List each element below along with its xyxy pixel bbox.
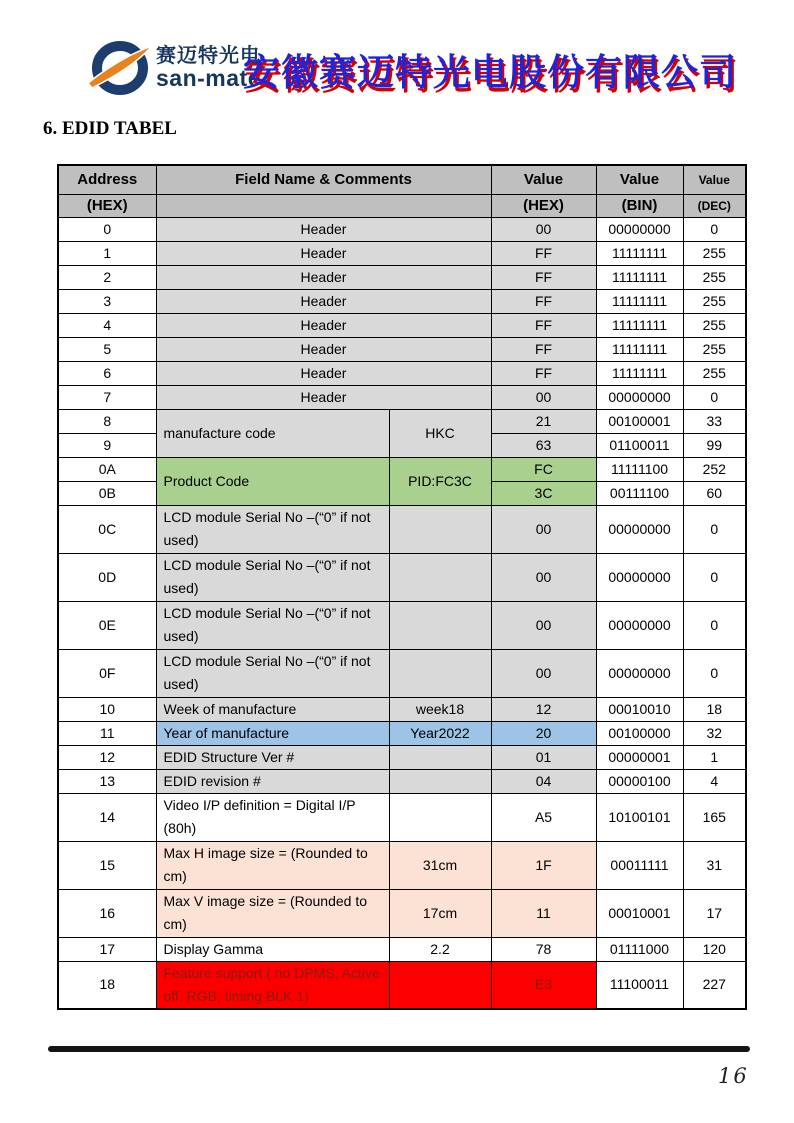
dec-value-cell: 255: [683, 241, 746, 265]
dec-value-cell: 120: [683, 937, 746, 961]
bin-value-cell: 00010010: [596, 697, 683, 721]
hex-value-cell: FF: [491, 289, 596, 313]
address-cell: 0C: [58, 505, 156, 553]
field-name-cell: LCD module Serial No –(“0” if not used): [156, 505, 389, 553]
hex-value-cell: 12: [491, 697, 596, 721]
bin-value-cell: 00000000: [596, 649, 683, 697]
edid-table: [57, 164, 747, 1010]
field-name-cell: Header: [156, 385, 491, 409]
dec-value-cell: 33: [683, 409, 746, 433]
sub-value-cell: 17cm: [389, 889, 491, 937]
address-cell: 9: [58, 433, 156, 457]
table-row: [58, 337, 746, 361]
section-title: 6. EDID TABEL: [43, 118, 177, 139]
col-subheader-field: [156, 194, 491, 217]
bin-value-cell: 00000000: [596, 553, 683, 601]
table-row: [58, 841, 746, 889]
bin-value-cell: 00000000: [596, 505, 683, 553]
header-row-2: [58, 194, 746, 217]
table-row: [58, 505, 746, 553]
field-name-cell: Header: [156, 361, 491, 385]
table-row: [58, 649, 746, 697]
table-row: [58, 409, 746, 433]
sub-value-cell: [389, 601, 491, 649]
hex-value-cell: 00: [491, 649, 596, 697]
address-cell: 18: [58, 961, 156, 1009]
bin-value-cell: 11111111: [596, 361, 683, 385]
bin-value-cell: 00000100: [596, 769, 683, 793]
hex-value-cell: 21: [491, 409, 596, 433]
table-body: [58, 217, 746, 1009]
hex-value-cell: FF: [491, 361, 596, 385]
sub-value-cell: 31cm: [389, 841, 491, 889]
col-header-hex: Value: [491, 165, 596, 194]
sub-value-cell: [389, 793, 491, 841]
field-name-cell: Feature support ( no DPMS, Active off, RGB, timing BLK 1): [156, 961, 389, 1009]
table-row: [58, 457, 746, 481]
dec-value-cell: 0: [683, 217, 746, 241]
address-cell: 6: [58, 361, 156, 385]
company-title: 安徽赛迈特光电股份有限公司: [243, 52, 737, 93]
hex-value-cell: FF: [491, 337, 596, 361]
sub-value-cell: [389, 745, 491, 769]
address-cell: 10: [58, 697, 156, 721]
col-subheader-dec: (DEC): [683, 194, 746, 217]
page-number: 16: [718, 1064, 749, 1088]
hex-value-cell: 63: [491, 433, 596, 457]
hex-value-cell: FF: [491, 313, 596, 337]
edid-table-grid: [57, 164, 747, 1010]
table-row: [58, 313, 746, 337]
sub-value-cell: [389, 769, 491, 793]
field-name-cell: LCD module Serial No –(“0” if not used): [156, 601, 389, 649]
table-row: [58, 937, 746, 961]
table-row: [58, 217, 746, 241]
footer-divider: [48, 1046, 750, 1052]
bin-value-cell: 11111111: [596, 313, 683, 337]
company-logo: [88, 38, 261, 98]
field-name-cell: Video I/P definition = Digital I/P (80h): [156, 793, 389, 841]
hex-value-cell: 00: [491, 385, 596, 409]
address-cell: 3: [58, 289, 156, 313]
table-row: [58, 889, 746, 937]
field-name-cell: Header: [156, 337, 491, 361]
logo-latin-name: san-mate: [156, 65, 261, 91]
field-name-cell: Week of manufacture: [156, 697, 389, 721]
field-name-cell: Header: [156, 241, 491, 265]
dec-value-cell: 227: [683, 961, 746, 1009]
table-header: [58, 165, 746, 217]
dec-value-cell: 17: [683, 889, 746, 937]
table-row: [58, 601, 746, 649]
table-row: [58, 745, 746, 769]
field-name-cell: Max H image size = (Rounded to cm): [156, 841, 389, 889]
bin-value-cell: 00111100: [596, 481, 683, 505]
address-cell: 12: [58, 745, 156, 769]
sub-value-cell: [389, 553, 491, 601]
address-cell: 5: [58, 337, 156, 361]
dec-value-cell: 255: [683, 265, 746, 289]
logo-chinese-name: 赛迈特光电: [156, 45, 261, 67]
hex-value-cell: 20: [491, 721, 596, 745]
col-subheader-hex: (HEX): [491, 194, 596, 217]
dec-value-cell: 18: [683, 697, 746, 721]
bin-value-cell: 11111111: [596, 241, 683, 265]
address-cell: 17: [58, 937, 156, 961]
address-cell: 2: [58, 265, 156, 289]
hex-value-cell: 00: [491, 553, 596, 601]
table-row: [58, 361, 746, 385]
field-name-cell: Max V image size = (Rounded to cm): [156, 889, 389, 937]
hex-value-cell: 78: [491, 937, 596, 961]
table-row: [58, 265, 746, 289]
table-row: [58, 721, 746, 745]
dec-value-cell: 255: [683, 313, 746, 337]
dec-value-cell: 31: [683, 841, 746, 889]
bin-value-cell: 01111000: [596, 937, 683, 961]
bin-value-cell: 11111111: [596, 337, 683, 361]
hex-value-cell: 11: [491, 889, 596, 937]
field-name-cell: EDID Structure Ver #: [156, 745, 389, 769]
field-name-cell: Display Gamma: [156, 937, 389, 961]
table-row: [58, 553, 746, 601]
address-cell: 11: [58, 721, 156, 745]
dec-value-cell: 4: [683, 769, 746, 793]
hex-value-cell: FF: [491, 241, 596, 265]
address-cell: 0F: [58, 649, 156, 697]
bin-value-cell: 00100000: [596, 721, 683, 745]
bin-value-cell: 00010001: [596, 889, 683, 937]
table-row: [58, 697, 746, 721]
bin-value-cell: 00100001: [596, 409, 683, 433]
table-row: [58, 289, 746, 313]
hex-value-cell: 00: [491, 217, 596, 241]
field-name-cell: Year of manufacture: [156, 721, 389, 745]
address-cell: 0E: [58, 601, 156, 649]
dec-value-cell: 60: [683, 481, 746, 505]
sub-value-cell: [389, 649, 491, 697]
table-row: [58, 961, 746, 1009]
hex-value-cell: 04: [491, 769, 596, 793]
col-header-bin: Value: [596, 165, 683, 194]
col-header-dec: Value: [683, 165, 746, 194]
col-header-field: Field Name & Comments: [156, 165, 491, 194]
address-cell: 0A: [58, 457, 156, 481]
address-cell: 13: [58, 769, 156, 793]
field-name-cell: Product Code: [156, 457, 389, 505]
dec-value-cell: 0: [683, 385, 746, 409]
bin-value-cell: 00000000: [596, 385, 683, 409]
field-name-cell: LCD module Serial No –(“0” if not used): [156, 553, 389, 601]
sanmate-swoosh-logo-icon: [88, 38, 152, 98]
hex-value-cell: 00: [491, 505, 596, 553]
address-cell: 16: [58, 889, 156, 937]
bin-value-cell: 00000000: [596, 217, 683, 241]
sub-value-cell: [389, 505, 491, 553]
bin-value-cell: 01100011: [596, 433, 683, 457]
hex-value-cell: FC: [491, 457, 596, 481]
bin-value-cell: 00000001: [596, 745, 683, 769]
table-row: [58, 793, 746, 841]
dec-value-cell: 0: [683, 505, 746, 553]
sub-value-cell: week18: [389, 697, 491, 721]
col-header-address: Address: [58, 165, 156, 194]
table-row: [58, 241, 746, 265]
field-name-cell: LCD module Serial No –(“0” if not used): [156, 649, 389, 697]
dec-value-cell: 252: [683, 457, 746, 481]
sub-value-cell: PID:FC3C: [389, 457, 491, 505]
sub-value-cell: [389, 961, 491, 1009]
address-cell: 0B: [58, 481, 156, 505]
address-cell: 4: [58, 313, 156, 337]
dec-value-cell: 32: [683, 721, 746, 745]
address-cell: 8: [58, 409, 156, 433]
address-cell: 0: [58, 217, 156, 241]
bin-value-cell: 10100101: [596, 793, 683, 841]
address-cell: 0D: [58, 553, 156, 601]
sub-value-cell: 2.2: [389, 937, 491, 961]
dec-value-cell: 0: [683, 601, 746, 649]
table-row: [58, 769, 746, 793]
sub-value-cell: Year2022: [389, 721, 491, 745]
address-cell: 7: [58, 385, 156, 409]
dec-value-cell: 255: [683, 361, 746, 385]
dec-value-cell: 0: [683, 553, 746, 601]
address-cell: 1: [58, 241, 156, 265]
dec-value-cell: 255: [683, 337, 746, 361]
address-cell: 14: [58, 793, 156, 841]
hex-value-cell: E3: [491, 961, 596, 1009]
bin-value-cell: 00011111: [596, 841, 683, 889]
hex-value-cell: 01: [491, 745, 596, 769]
hex-value-cell: 3C: [491, 481, 596, 505]
table-row: [58, 385, 746, 409]
col-subheader-bin: (BIN): [596, 194, 683, 217]
field-name-cell: manufacture code: [156, 409, 389, 457]
field-name-cell: Header: [156, 289, 491, 313]
sub-value-cell: HKC: [389, 409, 491, 457]
hex-value-cell: 1F: [491, 841, 596, 889]
dec-value-cell: 99: [683, 433, 746, 457]
dec-value-cell: 0: [683, 649, 746, 697]
hex-value-cell: FF: [491, 265, 596, 289]
bin-value-cell: 11111100: [596, 457, 683, 481]
col-subheader-address: (HEX): [58, 194, 156, 217]
dec-value-cell: 165: [683, 793, 746, 841]
hex-value-cell: A5: [491, 793, 596, 841]
dec-value-cell: 255: [683, 289, 746, 313]
bin-value-cell: 00000000: [596, 601, 683, 649]
address-cell: 15: [58, 841, 156, 889]
field-name-cell: Header: [156, 265, 491, 289]
bin-value-cell: 11111111: [596, 289, 683, 313]
header-row-1: [58, 165, 746, 194]
hex-value-cell: 00: [491, 601, 596, 649]
bin-value-cell: 11111111: [596, 265, 683, 289]
field-name-cell: Header: [156, 313, 491, 337]
dec-value-cell: 1: [683, 745, 746, 769]
field-name-cell: EDID revision #: [156, 769, 389, 793]
bin-value-cell: 11100011: [596, 961, 683, 1009]
field-name-cell: Header: [156, 217, 491, 241]
